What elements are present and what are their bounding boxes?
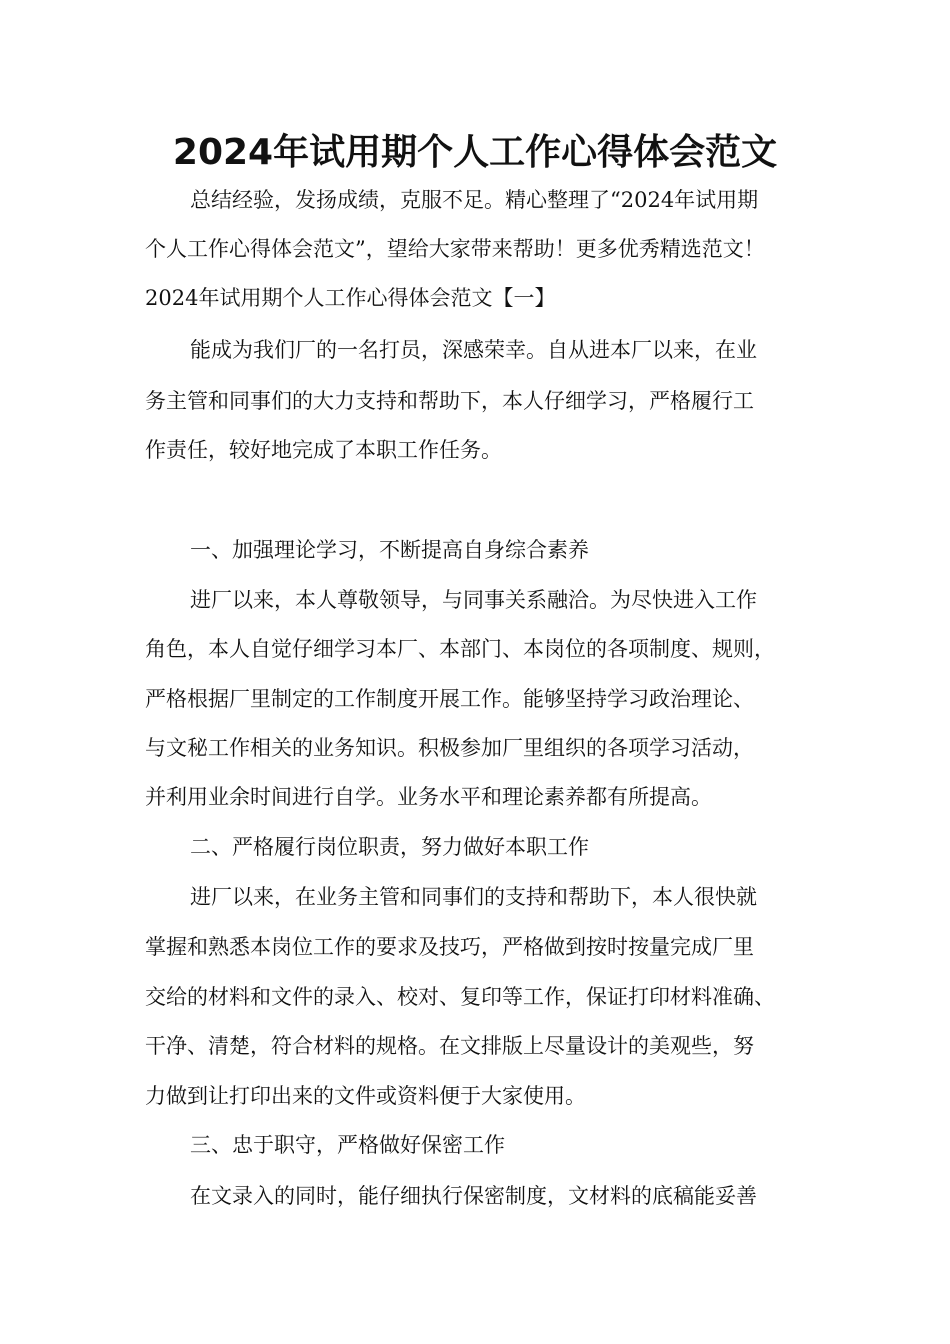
subheading-3: 三、忠于职守，严格做好保密工作 [190, 1133, 505, 1157]
paragraph-line: 交给的材料和文件的录入、校对、复印等工作，保证打印材料准确、 [145, 985, 775, 1009]
subheading-1: 一、加强理论学习，不断提高自身综合素养 [190, 538, 589, 562]
paragraph-line: 与文秘工作相关的业务知识。积极参加厂里组织的各项学习活动， [145, 736, 754, 760]
intro-line-1: 总结经验，发扬成绩，克服不足。精心整理了“2024年试用期 [190, 188, 759, 212]
paragraph-line: 作责任，较好地完成了本职工作任务。 [145, 438, 502, 462]
paragraph-line: 能成为我们厂的一名打员，深感荣幸。自从进本厂以来，在业 [190, 338, 757, 362]
section-title-one: 2024年试用期个人工作心得体会范文【一】 [145, 286, 556, 310]
paragraph-line: 角色，本人自觉仔细学习本厂、本部门、本岗位的各项制度、规则， [145, 637, 775, 661]
document-title: 2024年试用期个人工作心得体会范文 [172, 132, 778, 173]
paragraph-line: 在文录入的同时，能仔细执行保密制度，文材料的底稿能妥善 [190, 1184, 757, 1208]
paragraph-line: 进厂以来，在业务主管和同事们的支持和帮助下，本人很快就 [190, 885, 757, 909]
intro-line-2: 个人工作心得体会范文”，望给大家带来帮助！更多优秀精选范文！ [145, 237, 765, 261]
paragraph-line: 并利用业余时间进行自学。业务水平和理论素养都有所提高。 [145, 785, 712, 809]
paragraph-line: 严格根据厂里制定的工作制度开展工作。能够坚持学习政治理论、 [145, 687, 754, 711]
subheading-2: 二、严格履行岗位职责，努力做好本职工作 [190, 835, 589, 859]
paragraph-line: 进厂以来，本人尊敬领导，与同事关系融洽。为尽快进入工作 [190, 588, 757, 612]
paragraph-line: 掌握和熟悉本岗位工作的要求及技巧，严格做到按时按量完成厂里 [145, 935, 754, 959]
paragraph-line: 务主管和同事们的大力支持和帮助下，本人仔细学习，严格履行工 [145, 389, 754, 413]
paragraph-line: 干净、清楚，符合材料的规格。在文排版上尽量设计的美观些，努 [145, 1034, 754, 1058]
paragraph-line: 力做到让打印出来的文件或资料便于大家使用。 [145, 1084, 586, 1108]
